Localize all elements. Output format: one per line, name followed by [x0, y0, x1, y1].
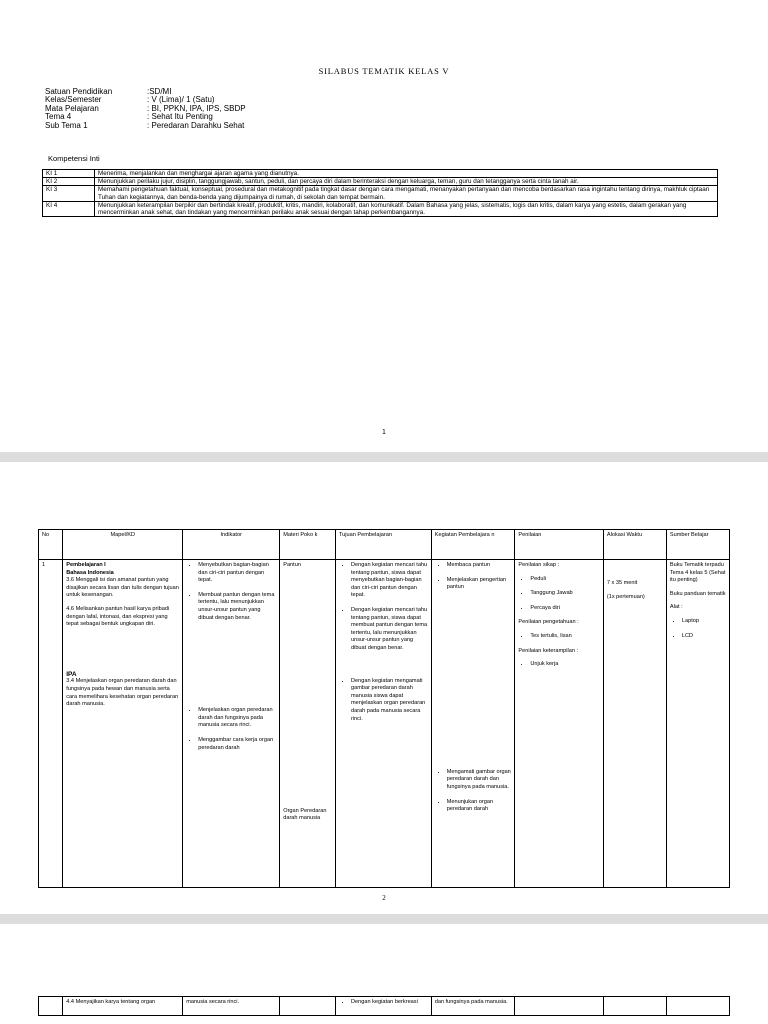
tujuan-cell	[335, 560, 431, 888]
list-item: • Membaca pantun	[447, 562, 512, 570]
list-item: • Dengan kegiatan berkreasi	[351, 999, 428, 1007]
list-item: • Tanggung Jawab	[530, 590, 599, 598]
penilaian-cell: Penilaian sikap : • Peduli • Tanggung Jawab • Percaya diri Penilaian pengetahuan : • Tes tertulis, lisan Penilaian keterampilan : • Unjuk kerja	[515, 560, 603, 888]
table-row	[39, 560, 730, 888]
kompetensi-inti-table	[42, 169, 718, 217]
mapel-kd-cell: Pembelajaran I Bahasa Indonesia 3.6 Menggali isi dan amanat pantun yang disajikan secara lisan dan tulis dengan tujuan untuk kesenangan. 4.6 Melisankan pantun hasil karya pribadi dengan lafal, intonasi, dan ekspresi yang tepat sebagai bentuk ungkapan diri. IPA 3.4 Menjelaskan organ peredaran darah dan fungsinya pada hewan dan manusia serta cara memelihara kesehatan organ peredaran darah manusia.	[63, 560, 183, 888]
page-number: 2	[382, 894, 386, 902]
list-item: • Laptop	[682, 618, 726, 626]
table-header-row	[39, 530, 730, 560]
column-header: Sumber Belajar	[666, 530, 729, 560]
list-item: • Dengan kegiatan mengamati gambar peredaran darah manusia siswa dapat menjelaskan organ peredaran darah pada manusia secara rinci.	[351, 678, 428, 724]
list-item: • Dengan kegiatan mencari tahu tentang pantun, siswa dapat membuat pantun dengan tema tertentu, lalu menunjukkan unsur-unsur pantun yang dibuat dengan benar.	[351, 607, 428, 653]
list-item: • Menggambar cara kerja organ peredaran darah	[198, 737, 276, 752]
list-item: • Menjelaskan pengertian pantun	[447, 577, 512, 592]
syllabus-table	[38, 529, 730, 888]
meta-row: Satuan Pendidikan :SD/MI	[45, 87, 172, 96]
list-item: • Menunjukan organ peredaran darah	[447, 799, 512, 814]
list-item: • Percaya diri	[530, 605, 599, 613]
page-number: 1	[382, 429, 386, 436]
syllabus-table-continued	[38, 996, 730, 1016]
table-row: KI 4 Menunjukkan keterampilan berpikir dan bertindak kreatif, produktif, kritis, mandiri, kolaboratif, dan komunikatif. Dalam Bahasa yang jelas, sistematis, logis dan kritis, dalam karya yang estetis, dalam gerakan yang mencerminkan anak sehat, dan tindakan yang mencerminkan perilaku anak sesuai dengan tahap perkembangannya.	[43, 201, 718, 216]
column-header: Indikator	[183, 530, 280, 560]
column-header: No	[39, 530, 63, 560]
meta-row: Kelas/Semester : V (Lima)/ 1 (Satu)	[45, 95, 215, 105]
sumber-cell: Buku Tematik terpadu Tema 4 kelas 5 (Sehat itu penting) Buku panduan tematik Alat : • Laptop • LCD	[666, 560, 729, 888]
document-title: SILABUS TEMATIK KELAS V	[318, 66, 450, 76]
table-row: KI 1 Menerima, menjalankan dan menghargai ajaran agama yang dianutnya.	[43, 170, 718, 178]
list-item: • Dengan kegiatan mencari tahu tentang pantun, siswa dapat menyebutkan bagian-bagian dan ciri-ciri pantun dengan tepat.	[351, 562, 428, 600]
page-3	[0, 924, 768, 1024]
list-item: • Membuat pantun dengan tema tertentu, lalu menunjukkan unsur-unsur pantun yang dibuat dengan benar.	[198, 592, 276, 622]
table-row: 4.4 Menyajikan karya tentang organ manusia secara rinci. • Dengan kegiatan berkreasi dan fungsinya pada manusia.	[39, 997, 730, 1016]
indikator-cell	[183, 560, 280, 888]
alokasi-cell: 7 x 35 menit (1x pertemuan)	[603, 560, 666, 888]
kegiatan-cell	[431, 560, 515, 888]
column-header: Materi Poko k	[280, 530, 336, 560]
column-header: Tujuan Pembelajaran	[335, 530, 431, 560]
meta-row: Sub Tema 1 : Peredaran Darahku Sehat	[45, 120, 245, 130]
row-number: 1	[39, 560, 63, 888]
table-row: KI 3 Memahami pengetahuan faktual, konseptual, prosedural dan metakognitif pada tingkat dasar dengan cara mengamati, menanyakan pertanyaan dan mencoba berdasarkan rasa ingintahu tentang dirinya, makhluk ciptaan Tuhan dan kegiatannya, dan benda-benda yang dijumpainya di rumah, di sekolah dan tempat bermain.	[43, 186, 718, 201]
column-header: Alokasi Waktu	[603, 530, 666, 560]
page-1	[0, 0, 768, 452]
column-header: Penilaian	[515, 530, 603, 560]
meta-row: Mata Pelajaran : BI, PPKN, IPA, IPS, SBDP	[45, 103, 246, 113]
document-meta	[45, 88, 246, 130]
list-item: • LCD	[682, 633, 726, 641]
ki-caption: Kompetensi Inti	[48, 154, 100, 163]
list-item: • Unjuk kerja	[530, 661, 599, 669]
materi-cell: Pantun Organ Peredaran darah manusia	[280, 560, 336, 888]
column-header: Kegiatan Pembelajara n	[431, 530, 515, 560]
column-header: Mapel/KD	[63, 530, 183, 560]
list-item: • Menjelaskan organ peredaran darah dan fungsinya pada manusia secara rinci.	[198, 707, 276, 730]
table-row: KI 2 Menunjukkan perilaku jujur, disiplin, tanggungjawab, santun, peduli, dan percaya diri dalam berinteraksi dengan keluarga, teman, guru dan tetangganya serta cinta tanah air.	[43, 178, 718, 186]
list-item: • Tes tertulis, lisan	[530, 633, 599, 641]
list-item: • Mengamati gambar organ peredaran darah dan fungsinya pada manusia.	[447, 769, 512, 792]
meta-row: Tema 4 : Sehat Itu Penting	[45, 112, 213, 122]
list-item: • Peduli	[530, 576, 599, 584]
list-item: • Menyebutkan bagian-bagian dan ciri-ciri pantun dengan tepat.	[198, 562, 276, 585]
page-2	[0, 462, 768, 914]
